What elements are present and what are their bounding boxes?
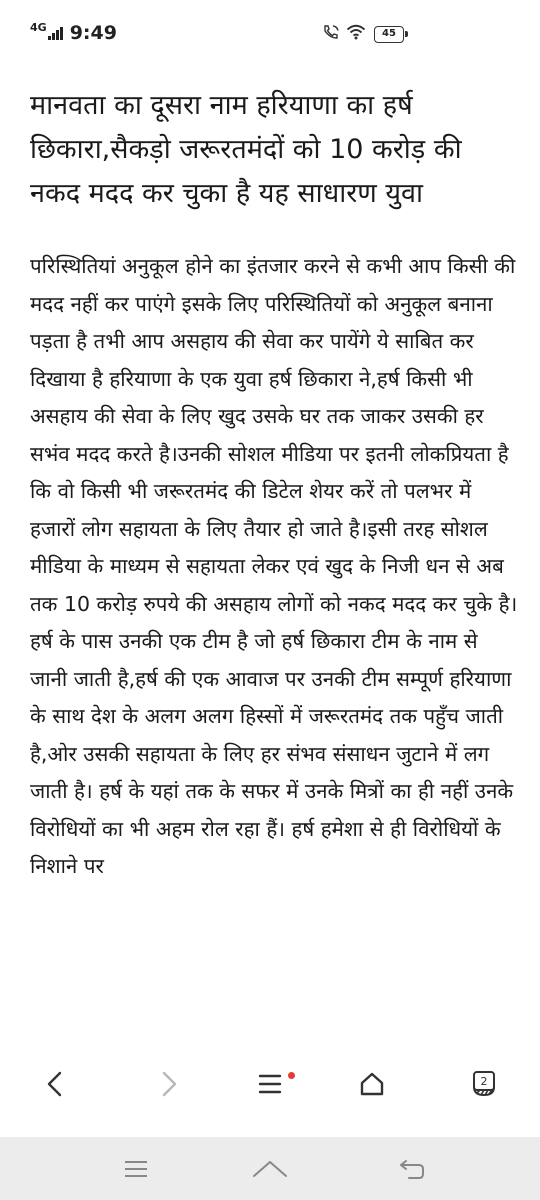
tabs-icon bbox=[471, 1069, 497, 1099]
browser-toolbar bbox=[0, 1042, 540, 1137]
system-home-button[interactable] bbox=[246, 1145, 294, 1193]
menu-button[interactable] bbox=[246, 1060, 294, 1108]
tab-count: 2 bbox=[480, 1075, 488, 1088]
recents-button[interactable] bbox=[112, 1145, 160, 1193]
signal-icon bbox=[48, 26, 64, 40]
status-right bbox=[322, 24, 404, 44]
home-button[interactable] bbox=[348, 1060, 396, 1108]
tabs-button[interactable] bbox=[460, 1060, 508, 1108]
clock: 9:49 bbox=[69, 22, 117, 44]
system-back-button[interactable] bbox=[388, 1145, 436, 1193]
notification-dot bbox=[288, 1072, 295, 1079]
back-button[interactable] bbox=[32, 1060, 80, 1108]
status-bar bbox=[0, 0, 540, 70]
back-gesture-icon bbox=[397, 1157, 427, 1181]
battery-icon: 45 bbox=[374, 26, 404, 43]
home-gesture-icon bbox=[252, 1158, 288, 1180]
back-icon bbox=[44, 1070, 68, 1098]
home-icon bbox=[358, 1070, 386, 1098]
wifi-call-icon bbox=[322, 24, 340, 44]
forward-button[interactable] bbox=[144, 1060, 192, 1108]
menu-icon bbox=[257, 1071, 283, 1097]
article-title: मानवता का दूसरा नाम हरियाणा का हर्ष छिकारा,सैकड़ो जरूरतमंदों को 10 करोड़ की नकद मदद कर चुका है यह साधारण युवा bbox=[30, 90, 462, 209]
status-left bbox=[30, 22, 117, 44]
forward-icon bbox=[156, 1070, 180, 1098]
article-body: परिस्थितियां अनुकूल होने का इंतजार करने से कभी आप किसी की मदद नहीं कर पाएंगे इसके लिए परिस्थितियों को अनुकूल बनाना पड़ता है तभी आप असहाय की सेवा कर पायेंगे ये साबित कर दिखाया है हरियाणा के एक युवा हर्ष छिकारा ने,हर्ष किसी भी असहाय की सेवा के लिए खुद उसके घर तक जाकर उसकी हर सभंव मदद करते है।उनकी सोशल मीडिया पर इतनी लोकप्रियता है कि वो किसी भी जरूरतमंद की डिटेल शेयर करें तो पलभर में हजारों लोग सहायता के लिए तैयार हो जाते है।इसी तरह सोशल मीडिया के माध्यम से सहायता लेकर एवं खुद के निजी धन से अब तक 10 करोड़ रुपये की असहाय लोगों को नकद मदद कर चुके है। हर्ष के पास उनकी एक टीम है जो हर्ष छिकारा टीम के नाम से जानी जाती है,हर्ष की एक आवाज पर उनकी टीम सम्पूर्ण हरियाणा के साथ देश के अलग अलग हिस्सों में जरूरतमंद तक पहुँच जाती है,ओर उसकी सहायता के लिए हर संभव संसाधन जुटाने में लग जाती है। हर्ष के यहां तक के सफर में उनके मित्रों का ही नहीं उनके विरोधियों का भी अहम रोल रहा हैं। हर्ष हमेशा से ही विरोधियों के निशाने पर bbox=[30, 254, 518, 878]
wifi-icon bbox=[346, 24, 366, 44]
system-navigation-bar bbox=[0, 1137, 540, 1200]
recents-icon bbox=[123, 1159, 149, 1179]
network-type: 4G bbox=[30, 20, 47, 34]
article bbox=[30, 84, 518, 886]
